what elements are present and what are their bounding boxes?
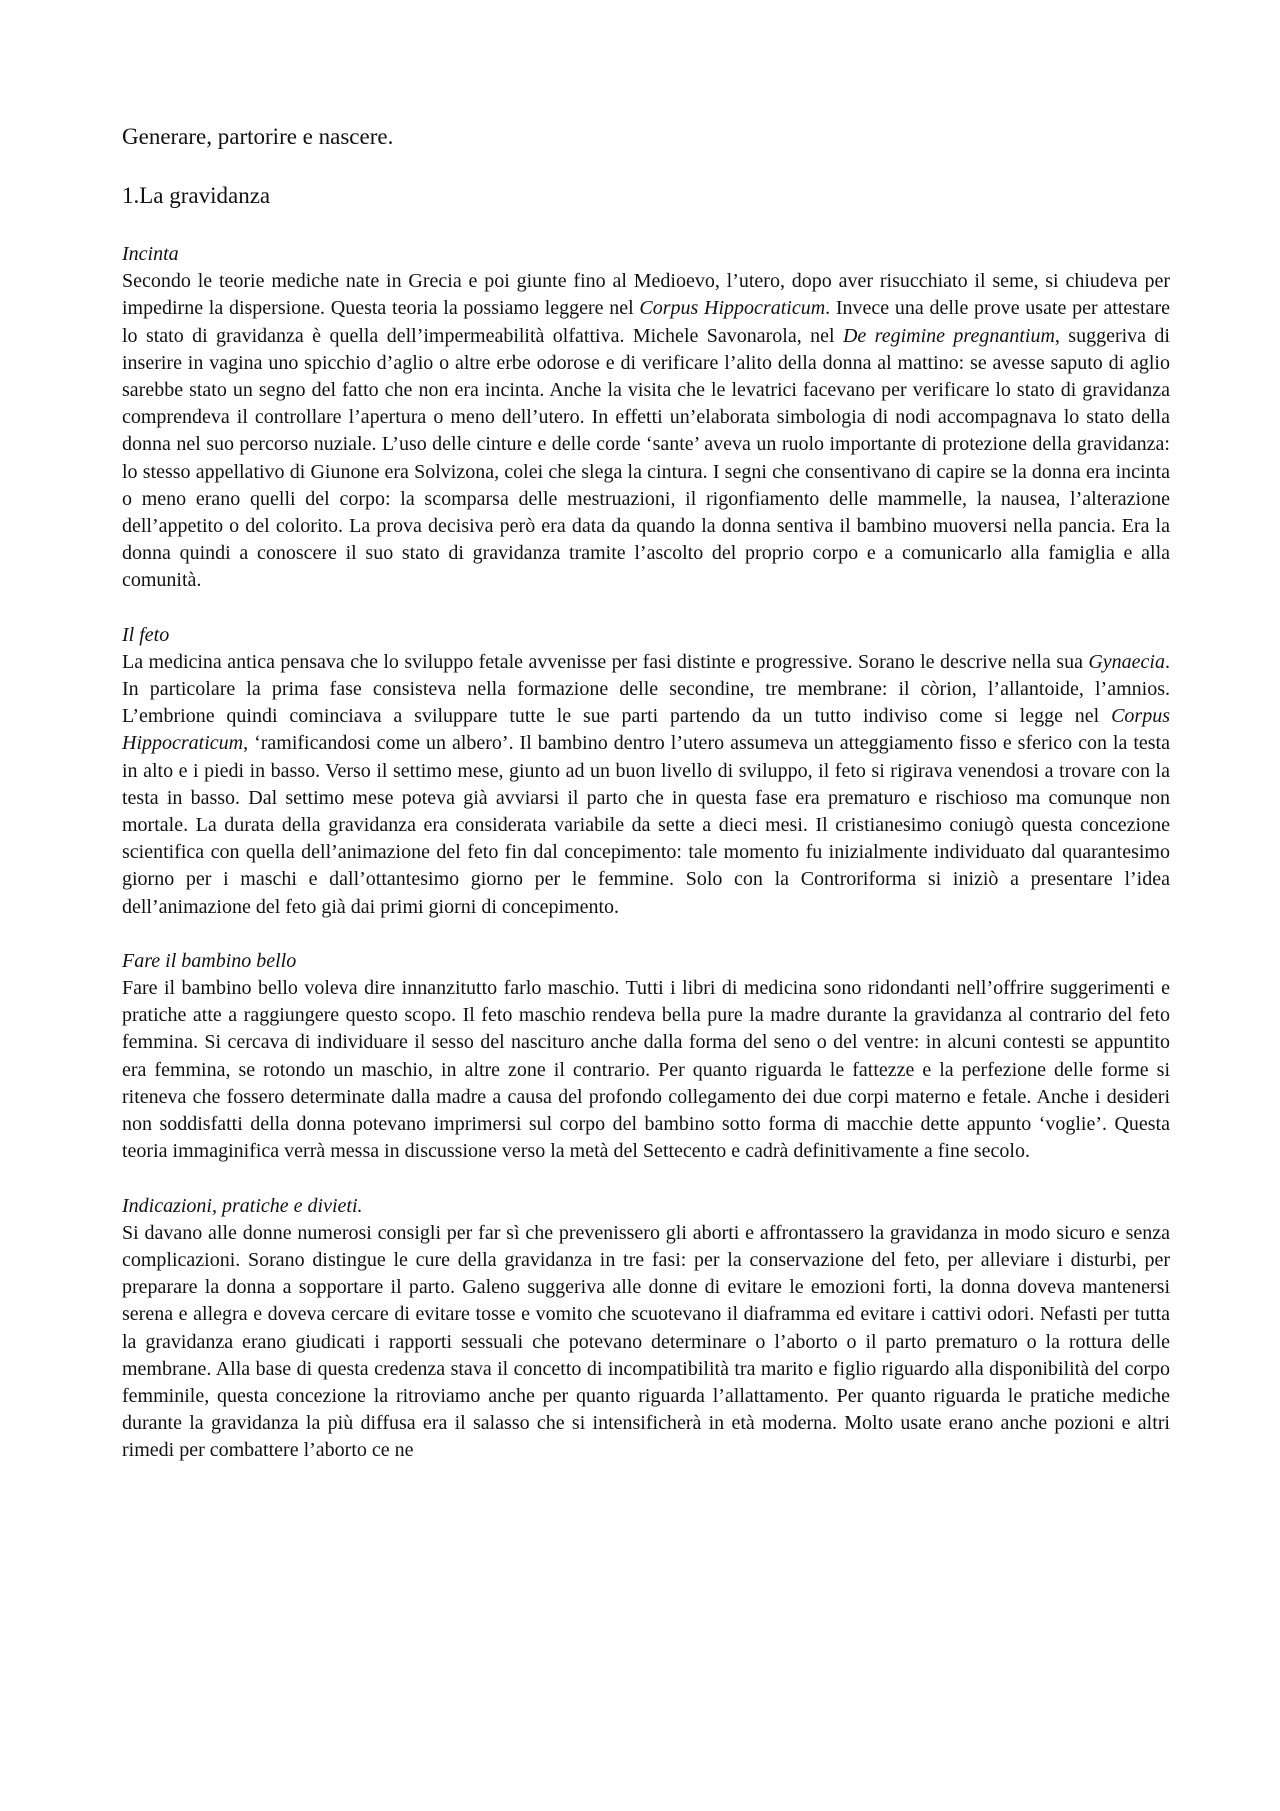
paragraph-text: Secondo le teorie mediche nate in Grecia e poi giunte fino al Medioevo, l’utero, dopo aver risucchiato il seme, si chiudeva per impedirne la dispersione. Questa teoria la possiamo leggere nel (122, 270, 1170, 320)
paragraph-text: , ‘ramificandosi come un albero’. Il bambino dentro l’utero assumeva un atteggiamento fisso e sferico con la testa in alto e i piedi in basso. Verso il settimo mese, giunto ad un buon livello di sviluppo, il feto si rigirava venendosi a trovare con la testa in basso. Dal settimo mese poteva già avviarsi il parto che in questa fase era prematuro e rischioso ma comunque non mortale. La durata della gravidanza era considerata variabile da sette a dieci mesi. Il cristianesimo coniugò questa concezione scientifica con quella dell’animazione del feto fin dal concepimento: tale momento fu inizialmente individuato dal quarantesimo giorno per i maschi e dall’ottantesimo giorno per le femmine. Solo con la Controriforma si iniziò a presentare l’idea dell’animazione del feto già dai primi giorni di concepimento. (122, 732, 1170, 918)
chapter-title: 1.La gravidanza (122, 183, 271, 208)
section-paragraph (122, 649, 1170, 921)
section-incinta (122, 241, 1170, 595)
document-page (122, 122, 1170, 1492)
paragraph-italic-title: Corpus Hippocraticum (639, 297, 826, 320)
section-heading: Fare il bambino bello (122, 949, 297, 972)
paragraph-italic-title: Gynaecia (1088, 650, 1165, 673)
section-paragraph (122, 1220, 1170, 1465)
section-paragraph (122, 268, 1170, 594)
paragraph-text: Fare il bambino bello voleva dire innanzitutto farlo maschio. Tutti i libri di medicina sono ridondanti nell’offrire suggerimenti e pratiche atte a raggiungere questo scopo. Il feto maschio rendeva bella pure la madre durante la gravidanza al contrario del feto femmina. Si cercava di individuare il sesso del nascituro anche dalla forma del seno o del ventre: in alcuni contesti se appuntito era femmina, se rotondo un maschio, in altre zone il contrario. Per quanto riguarda le fattezze e la perfezione delle forme si riteneva che fossero determinate dalla madre a causa del profondo collegamento dei due corpi materno e fetale. Anche i desideri non soddisfatti della donna potevano imprimersi sul corpo del bambino sotto forma di macchie dette appunto ‘voglie’. Questa teoria immaginifica verrà messa in discussione verso la metà del Settecento e cadrà definitivamente a fine secolo. (122, 977, 1170, 1163)
section-il-feto (122, 622, 1170, 921)
section-fare-il-bambino-bello (122, 948, 1170, 1166)
paragraph-text: . Invece una delle prove usate per attestare lo stato di gravidanza è quella dell’impermeabilità olfattiva. Michele Savonarola, nel (122, 297, 1170, 347)
section-paragraph (122, 975, 1170, 1165)
paragraph-text: La medicina antica pensava che lo sviluppo fetale avvenisse per fasi distinte e progressive. Sorano le descrive nella sua (122, 650, 1089, 673)
paragraph-text: Si davano alle donne numerosi consigli per far sì che prevenissero gli aborti e affrontassero la gravidanza in modo sicuro e senza complicazioni. Sorano distingue le cure della gravidanza in tre fasi: per la conservazione del feto, per alleviare i disturbi, per preparare la donna a sopportare il parto. Galeno suggeriva alle donne di evitare le emozioni forti, la donna doveva mantenersi serena e allegra e doveva cercare di evitare tosse e vomito che scuotevano il diaframma ed evitare i cattivi odori. Nefasti per tutta la gravidanza erano giudicati i rapporti sessuali che potevano determinare o l’aborto o il parto prematuro o la rottura delle membrane. Alla base di questa credenza stava il concetto di incompatibilità tra marito e figlio riguardo alla disponibilità del corpo femminile, questa concezione la ritroviamo anche per quanto riguarda l’allattamento. Per quanto riguarda le pratiche mediche durante la gravidanza la più diffusa era il salasso che si intensificherà in età moderna. Molto usate erano anche pozioni e altri rimedi per combattere l’aborto ce ne (122, 1221, 1170, 1462)
section-heading: Incinta (122, 243, 179, 265)
paragraph-text: , suggeriva di inserire in vagina uno spicchio d’aglio o altre erbe odorose e di verificare l’alito della donna al mattino: se avesse saputo di aglio sarebbe stato un segno del fatto che non era incinta. Anche la visita che le levatrici facevano per verificare lo stato di gravidanza comprendeva il controllare l’apertura o meno dell’utero. In effetti un’elaborata simbologia di nodi accompagnava lo stato della donna nel suo percorso nuziale. L’uso delle cinture e delle corde ‘sante’ aveva un ruolo importante di protezione della gravidanza: lo stesso appellativo di Giunone era Solvizona, colei che slega la cintura. I segni che consentivano di capire se la donna era incinta o meno erano quelli del corpo: la scomparsa delle mestruazioni, il rigonfiamento delle mammelle, la nausea, l’alterazione dell’appetito o del colorito. La prova decisiva però era data da quando la donna sentiva il bambino muoversi nella pancia. Era la donna quindi a conoscere il suo stato di gravidanza tramite l’ascolto del proprio corpo e a comunicarlo alla famiglia e alla comunità. (122, 324, 1170, 592)
paragraph-italic-title: Corpus Hippocraticum (122, 705, 1170, 755)
section-heading: Il feto (122, 623, 170, 646)
paragraph-text: . In particolare la prima fase consisteva nella formazione delle secondine, tre membrane: il còrion, l’allantoide, l’amnios. L’embrione quindi cominciava a sviluppare tutte le sue parti partendo da un tutto indiviso come si legge nel (122, 650, 1170, 728)
section-heading: Indicazioni, pratiche e divieti. (122, 1194, 363, 1217)
section-indicazioni-pratiche-divieti (122, 1193, 1170, 1465)
paragraph-italic-title: De regimine pregnantium (842, 324, 1055, 347)
document-title: Generare, partorire e nascere. (122, 124, 394, 149)
